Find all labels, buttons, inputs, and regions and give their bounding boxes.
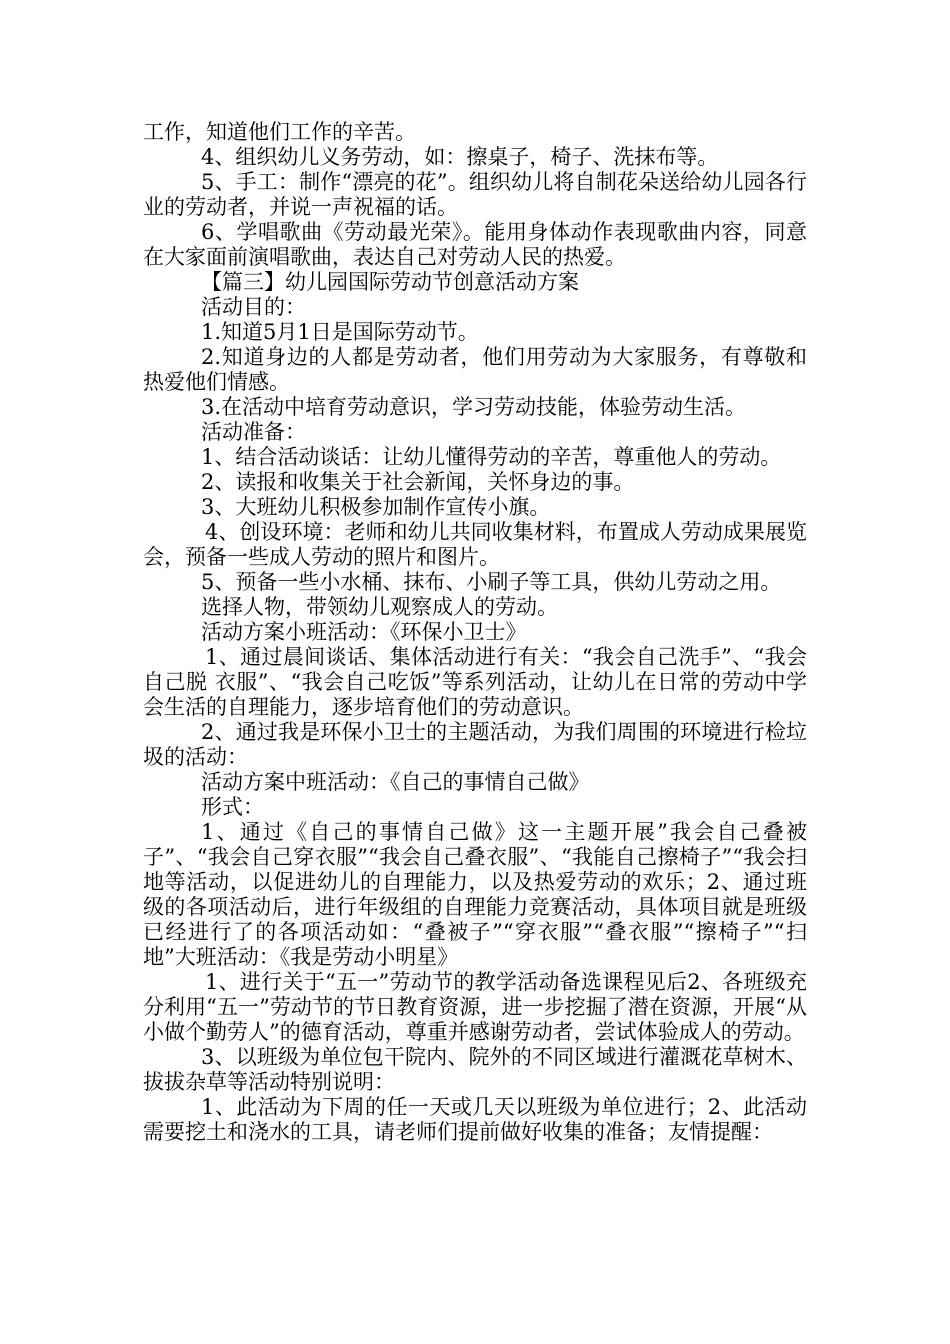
paragraph: 1、此活动为下周的任一天或几天以班级为单位进行；2、此活动需要挖土和浇水的工具，请老师们提前做好收集的准备；友情提醒： [143,1095,807,1144]
section-heading: 【篇三】幼儿园国际劳动节创意活动方案 [201,270,579,294]
paragraph: 2.知道身边的人都是劳动者，他们用劳动为大家服务，有尊敬和热爱他们情感。 [143,345,807,394]
paragraph: 1.知道5月1日是国际劳动节。 [201,320,479,344]
paragraph: 4、组织幼儿义务劳动，如：擦桌子，椅子、洗抹布等。 [201,145,719,169]
paragraph: 1、结合活动谈话：让幼儿懂得劳动的辛苦，尊重他人的劳动。 [201,445,782,469]
paragraph: 3、大班幼儿积极参加制作宣传小旗。 [201,495,551,519]
paragraph: 5、手工：制作“漂亮的花”。组织幼儿将自制花朵送给幼儿园各行业的劳动者，并说一声祝福的话。 [143,170,807,219]
paragraph: 3.在活动中培育劳动意识，学习劳动技能，体验劳动生活。 [201,395,747,419]
paragraph: 3、以班级为单位包干院内、院外的不同区域进行灌溉花草树木、拔拔杂草等活动特别说明： [143,1045,807,1094]
paragraph: 活动方案小班活动：《环保小卫士》 [201,620,527,644]
paragraph: 4、创设环境：老师和幼儿共同收集材料，布置成人劳动成果展览会，预备一些成人劳动的照片和图片。 [143,520,807,569]
paragraph: 2、读报和收集关于社会新闻，关怀身边的事。 [201,470,635,494]
paragraph: 形式： [201,795,264,819]
paragraph: 活动准备： [201,420,306,444]
paragraph: 工作，知道他们工作的辛苦。 [143,120,416,144]
paragraph: 选择人物，带领幼儿观察成人的劳动。 [201,595,558,619]
paragraph: 6、学唱歌曲《劳动最光荣》。能用身体动作表现歌曲内容，同意在大家面前演唱歌曲，表达自己对劳动人民的热爱。 [143,220,807,269]
paragraph: 活动目的： [201,295,306,319]
paragraph: 活动方案中班活动：《自己的事情自己做》 [201,770,590,794]
paragraph: 1、通过《自己的事情自己做》这一主题开展”我会自己叠被子”、“我会自己穿衣服”“我会自己叠衣服”、“我能自己擦椅子”“我会扫地等活动，以促进幼儿的自理能力，以及热爱劳动的欢乐；2、通过班级的各项活动后，进行年级组的自理能力竞赛活动，具体项目就是班级已经进行了的各项活动如：“叠被子”“穿衣服”“叠衣服”“擦椅子”“扫地”大班活动：《我是劳动小明星》 [143,820,807,969]
paragraph: 1、进行关于“五一”劳动节的教学活动备选课程见后2、各班级充分利用“五一”劳动节的节日教育资源，进一步挖掘了潜在资源，开展“从小做个勤劳人”的德育活动，尊重并感谢劳动者，尝试体验成人的劳动。 [143,970,807,1044]
paragraph: 2、通过我是环保小卫士的主题活动，为我们周围的环境进行检垃圾的活动： [143,720,807,769]
document-body [143,120,807,1145]
paragraph: 5、预备一些小水桶、抹布、小刷子等工具，供幼儿劳动之用。 [201,570,782,594]
paragraph: 1、通过晨间谈话、集体活动进行有关：“我会自己洗手”、“我会自己脱 衣服”、“我会自己吃饭”等系列活动，让幼儿在日常的劳动中学会生活的自理能力，逐步培育他们的劳动意识。 [143,645,807,719]
